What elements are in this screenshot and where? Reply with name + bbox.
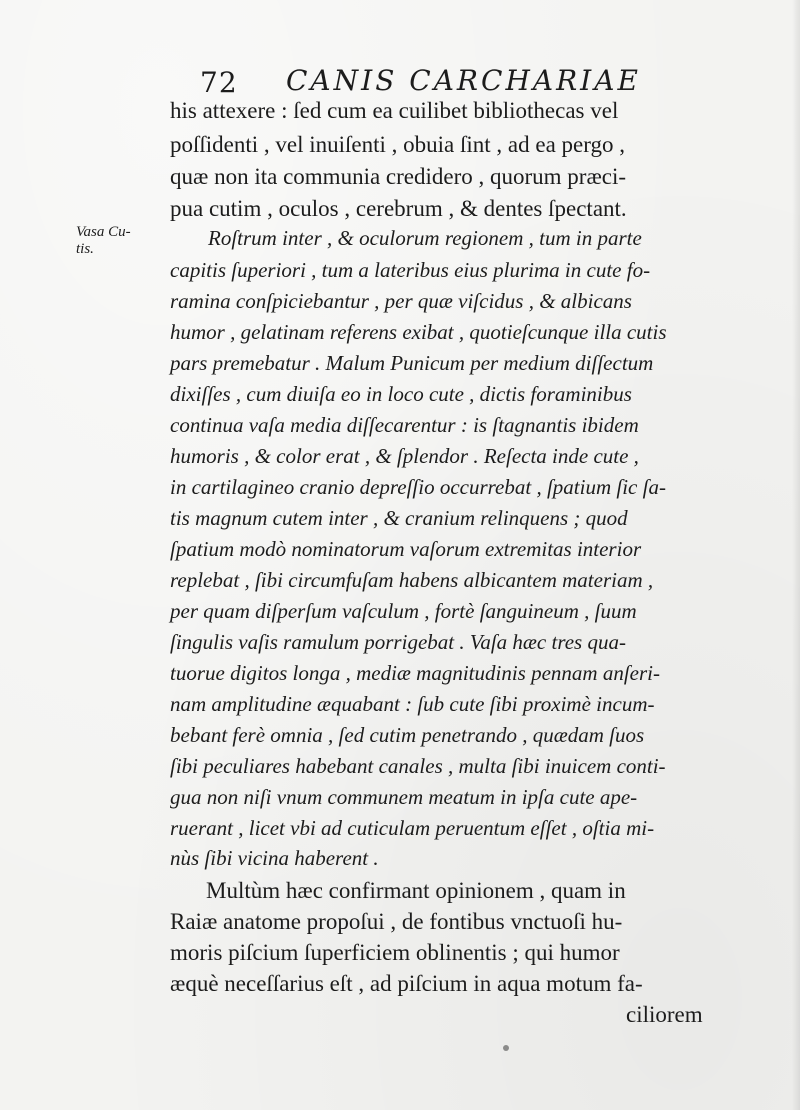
text-line: nùs ſibi vicina haberent . [170,846,379,870]
text-line: capitis ſuperiori , tum a lateribus eius plurima in cute fo- [170,258,651,282]
text-line: moris piſcium ſuperficiem oblinentis ; qui humor [170,940,620,965]
text-line: quæ non ita communia credidero , quorum præci- [170,164,627,189]
text-line: æquè neceſſarius eſt , ad piſcium in aqua motum fa- [170,971,643,996]
text-line: in cartilagineo cranio depreſſio occurrebat , ſpatium ſic ſa- [170,475,666,499]
text-line: pua cutim , oculos , cerebrum , & dentes ſpectant. [170,196,627,221]
text-line: per quam diſperſum vaſculum , fortè ſanguineum , ſuum [170,599,637,623]
text-line: nam amplitudine æquabant : ſub cute ſibi proximè incum- [170,692,655,716]
text-line: tis magnum cutem inter , & cranium relinquens ; quod [170,506,628,530]
text-line: his attexere : ſed cum ea cuilibet bibliothecas vel [170,98,619,123]
text-line: dixiſſes , cum diuiſa eo in loco cute , dictis foraminibus [170,382,632,406]
text-line: ſpatium modò nominatorum vaſorum extremitas interior [170,537,642,561]
text-line: humor , gelatinam referens exibat , quotieſcunque illa cutis [170,320,667,344]
text-line: ſingulis vaſis ramulum porrigebat . Vaſa hæc tres qua- [170,630,626,654]
text-line: gua non niſi vnum communem meatum in ipſa cute ape- [170,785,638,809]
text-line: continua vaſa media diſſecarentur : is ſtagnantis ibidem [170,413,639,437]
text-line: tuorue digitos longa , mediæ magnitudinis pennam anſeri- [170,661,660,685]
running-title: CANIS CARCHARIAE [286,64,641,97]
margin-note-line: Vasa Cu- [76,224,131,240]
ink-spot [503,1045,509,1051]
margin-note-line: tis. [76,241,94,257]
text-line: replebat , ſibi circumfuſam habens albicantem materiam , [170,568,654,592]
text-line: poſſidenti , vel inuiſenti , obuia ſint , ad ea pergo , [170,132,626,157]
catchword: ciliorem [626,1002,703,1027]
text-line: Raiæ anatome propoſui , de fontibus vnctuoſi hu- [170,909,623,934]
text-line: ramina conſpiciebantur , per quæ viſcidus , & albicans [170,289,632,313]
text-line: pars premebatur . Malum Punicum per medium diſſectum [170,351,654,375]
text-line: Multùm hæc confirmant opinionem , quam in [206,878,626,903]
text-line: humoris , & color erat , & ſplendor . Reſecta inde cute , [170,444,639,468]
margin-note [76,224,156,258]
text-line: Roſtrum inter , & oculorum regionem , tum in parte [208,226,642,250]
text-line: ſibi peculiares habebant canales , multa ſibi inuicem conti- [170,754,666,778]
page-number: 72 [200,66,238,99]
text-line: bebant ferè omnia , ſed cutim penetrando , quædam ſuos [170,723,645,747]
page-header [170,64,730,100]
text-line: ruerant , licet vbi ad cuticulam peruentum eſſet , oſtia mi- [170,816,655,840]
